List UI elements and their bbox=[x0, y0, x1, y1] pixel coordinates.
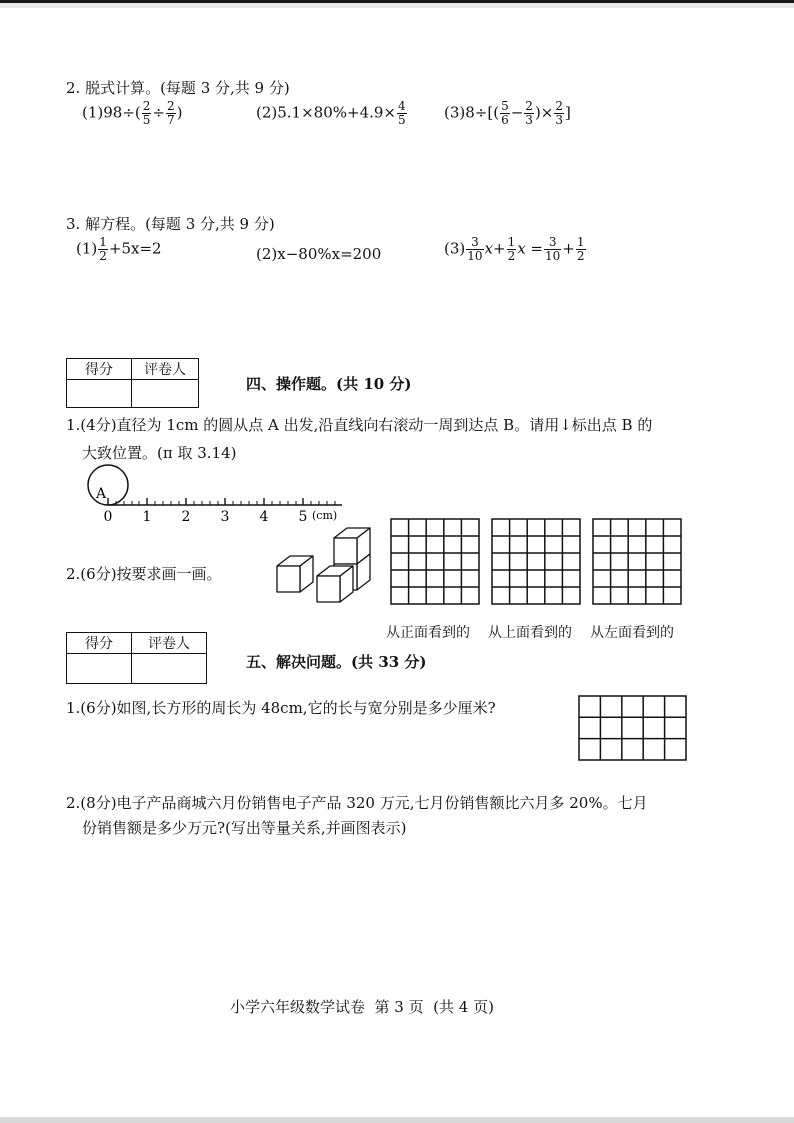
score-cell bbox=[67, 380, 132, 408]
equation-1: (1) $\frac{1}{2}$ +5x=2 bbox=[76, 235, 162, 263]
caption-top: 从上面看到的 bbox=[488, 625, 572, 641]
score-label: 得分 bbox=[67, 359, 132, 380]
grid-top-view bbox=[491, 518, 581, 605]
s5-q2-line1: 2.(8分)电子产品商城六月份销售电子产品 320 万元,七月份销售额比六月多 20%。七月 bbox=[66, 794, 648, 812]
calc-problem-3: (3)8÷[( $\frac{5}{6}$ − $\frac{2}{3}$ )× $\frac{2}{3}$ ] bbox=[444, 99, 571, 127]
calc-problem-1: (1)98÷( $\frac{2}{5}$ ÷ $\frac{2}{7}$ ) bbox=[82, 99, 183, 127]
tick-label-5: 5 bbox=[298, 509, 308, 524]
caption-left: 从左面看到的 bbox=[590, 625, 674, 641]
scan-top-edge bbox=[0, 0, 794, 8]
cube-stack-figure bbox=[274, 526, 386, 606]
calc-problem-2: (2)5.1×80%+4.9× $\frac{4}{5}$ bbox=[256, 99, 406, 127]
grader-label: 评卷人 bbox=[132, 359, 199, 380]
rectangle-grid-figure bbox=[578, 695, 688, 762]
tick-label-3: 3 bbox=[220, 509, 230, 524]
score-table-section5 bbox=[66, 632, 207, 684]
section2-heading: 2. 脱式计算。(每题 3 分,共 9 分) bbox=[66, 79, 290, 97]
equation-2: (2)x−80%x=200 bbox=[256, 245, 382, 263]
grid-left-view bbox=[592, 518, 682, 605]
number-line-figure bbox=[80, 462, 350, 524]
grader-label: 评卷人 bbox=[132, 633, 207, 654]
tick-label-1: 1 bbox=[142, 509, 152, 524]
s4-q1-line2: 大致位置。(π 取 3.14) bbox=[82, 444, 237, 462]
grader-cell bbox=[132, 654, 207, 684]
score-label: 得分 bbox=[67, 633, 132, 654]
s4-q2-text: 2.(6分)按要求画一画。 bbox=[66, 565, 222, 583]
section3-heading: 3. 解方程。(每题 3 分,共 9 分) bbox=[66, 215, 275, 233]
caption-front: 从正面看到的 bbox=[386, 625, 470, 641]
grid-front-view bbox=[390, 518, 480, 605]
section4-title: 四、操作题。(共 10 分) bbox=[246, 375, 412, 393]
grader-cell bbox=[132, 380, 199, 408]
scan-bottom-edge bbox=[0, 1117, 794, 1123]
tick-label-0: 0 bbox=[103, 509, 113, 524]
unit-label: (cm) bbox=[312, 509, 338, 522]
page-footer: 小学六年级数学试卷 第 3 页 (共 4 页) bbox=[230, 998, 494, 1016]
score-cell bbox=[67, 654, 132, 684]
equation-3: (3) $\frac{3}{10}$ x+ $\frac{1}{2}$ x = $\frac{3}{10}$ + $\frac{1}{2}$ bbox=[444, 235, 585, 263]
s5-q2-line2: 份销售额是多少万元?(写出等量关系,并画图表示) bbox=[82, 819, 407, 837]
s5-q1-text: 1.(6分)如图,长方形的周长为 48cm,它的长与宽分别是多少厘米? bbox=[66, 699, 496, 717]
tick-label-2: 2 bbox=[181, 509, 191, 524]
major-ticks bbox=[108, 498, 303, 505]
s4-q1-line1: 1.(4分)直径为 1cm 的圆从点 A 出发,沿直线向右滚动一周到达点 B。请用↓标出点 B 的 bbox=[66, 416, 653, 434]
score-table-section4 bbox=[66, 358, 199, 408]
tick-label-4: 4 bbox=[259, 509, 269, 524]
point-a-label: A bbox=[96, 486, 107, 502]
section5-title: 五、解决问题。(共 33 分) bbox=[246, 653, 427, 671]
